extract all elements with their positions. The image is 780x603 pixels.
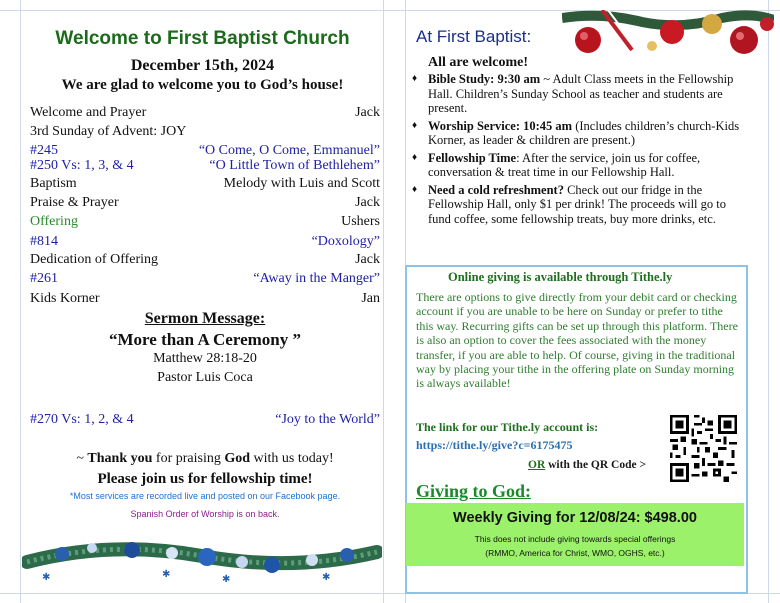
bullet-text: ~ Adult Class meets in the Fellowship Hall. Children’s Sunday School as teacher and students are present.	[428, 72, 734, 115]
bullet-text: : After the service, join us for coffee, conversation & treat time in our Fellowship Hall.	[428, 150, 701, 179]
order-right: Ushers	[341, 214, 380, 229]
weekly-giving-amount: Weekly Giving for 12/08/24: $498.00	[453, 510, 697, 526]
list-item	[412, 119, 747, 148]
right-title-text: At First Baptist	[416, 27, 527, 46]
service-date: December 15th, 2024	[130, 57, 275, 74]
order-right: “Away in the Manger”	[253, 271, 380, 286]
thank-mid: for praising	[152, 451, 225, 466]
thank-bold-god: God	[224, 451, 251, 466]
bullet-bold: Fellowship Time	[428, 150, 517, 165]
order-item	[30, 158, 380, 174]
order-left: Offering	[30, 214, 78, 229]
page-guide	[768, 0, 769, 603]
sermon-reference: Matthew 28:18-20	[153, 351, 257, 366]
list-item	[412, 183, 747, 227]
list-item	[412, 151, 747, 180]
order-item	[30, 291, 380, 307]
order-item	[30, 214, 380, 230]
bullet-text: (Includes children’s church-Kids Korner, as leader & children are present.)	[428, 118, 740, 147]
fellowship-invite: Please join us for fellowship time!	[97, 471, 313, 487]
order-right: “O Little Town of Bethlehem”	[209, 158, 380, 173]
bullet-bold: Bible Study: 9:30 am	[428, 72, 541, 86]
bullet-bold: Need a cold refreshment?	[428, 182, 564, 197]
church-title: Welcome to First Baptist Church	[55, 28, 350, 49]
thank-pre: ~	[76, 451, 88, 466]
weekly-giving-note-offerings: (RMMO, America for Christ, WMO, OGHS, etc.)	[485, 548, 665, 558]
or-word: OR	[528, 459, 546, 471]
order-left: Dedication of Offering	[30, 252, 159, 267]
order-item	[30, 195, 380, 211]
svg-text:✱: ✱	[322, 572, 331, 583]
order-left: Kids Korner	[30, 291, 100, 306]
order-left: Welcome and Prayer	[30, 105, 147, 120]
online-giving-text: There are options to give directly from your debit card or checking account if you are unable to be here on Sunday or prefer to tithe this way. Recurring gifts can be set up through this platform. There is also an option to cover the fees associated with the money transfer, if you are able to help. Of course, giving in the traditional way by placing your tithe in the offering plate on Sunday morning is always available!	[416, 290, 738, 391]
closing-hymn	[30, 412, 380, 428]
order-right: Jan	[361, 291, 380, 306]
recording-note: *Most services are recorded live and posted on our Facebook page.	[69, 491, 341, 501]
order-item	[30, 234, 380, 250]
online-giving-title: Online giving is available through Tithe.ly	[448, 270, 673, 284]
order-left: #261	[30, 271, 58, 286]
right-title-colon: :	[526, 27, 532, 46]
weekly-giving-note: This does not include giving towards special offerings	[474, 534, 676, 544]
or-rest: with the QR Code >	[545, 459, 647, 471]
order-right: Melody with Luis and Scott	[223, 176, 380, 191]
order-right: “Doxology”	[311, 234, 380, 249]
welcome-line: We are glad to welcome you to God’s house!	[61, 77, 344, 93]
svg-text:✱: ✱	[42, 572, 51, 583]
spanish-note: Spanish Order of Worship is on back.	[130, 509, 280, 519]
order-left: #250 Vs: 1, 3, & 4	[30, 158, 134, 173]
all-welcome: All are welcome!	[428, 55, 529, 70]
order-left: #270 Vs: 1, 2, & 4	[30, 412, 134, 427]
bullet-text: Check out our fridge in the Fellowship Hall, only $1 per drink! The proceeds will go to fund coffee, some fellowship treats, buy more drinks, etc.	[428, 182, 726, 226]
sermon-pastor: Pastor Luis Coca	[157, 370, 253, 385]
order-right: Jack	[355, 105, 380, 120]
qr-code-hint	[528, 459, 646, 471]
order-right: “O Come, O Come, Emmanuel”	[198, 143, 380, 158]
order-left: 3rd Sunday of Advent: JOY	[30, 124, 187, 139]
order-left: #814	[30, 234, 58, 249]
qr-code-image[interactable]	[670, 415, 737, 482]
schedule-list	[412, 72, 747, 229]
svg-text:✱: ✱	[222, 574, 231, 585]
weekly-giving-banner	[406, 503, 744, 566]
thank-bold: Thank you	[87, 451, 153, 466]
tithely-link-label: The link for our Tithe.ly account is:	[416, 420, 599, 434]
order-left: Praise & Prayer	[30, 195, 119, 210]
order-right: Jack	[355, 195, 380, 210]
sermon-heading: Sermon Message:	[144, 310, 266, 327]
list-item	[412, 72, 747, 116]
order-item	[30, 143, 380, 159]
order-right: “Joy to the World”	[275, 412, 380, 427]
order-left: Baptism	[30, 176, 77, 191]
tithely-link[interactable]: https://tithe.ly/give?c=6175475	[416, 438, 573, 452]
order-item	[30, 124, 380, 140]
order-item	[30, 176, 380, 192]
sermon-title: “More than A Ceremony ”	[108, 330, 302, 349]
christmas-garland-image	[22, 522, 382, 592]
order-item	[30, 105, 380, 121]
right-title	[416, 27, 531, 47]
thank-post: with us today!	[250, 451, 334, 466]
thank-you-line	[30, 451, 380, 467]
order-left: #245	[30, 143, 58, 158]
order-right: Jack	[355, 252, 380, 267]
order-item	[30, 271, 380, 287]
order-item	[30, 252, 380, 268]
bullet-bold: Worship Service: 10:45 am	[428, 118, 573, 133]
giving-heading: Giving to God:	[416, 481, 532, 501]
svg-text:✱: ✱	[162, 569, 171, 580]
ornament-image	[562, 10, 774, 58]
